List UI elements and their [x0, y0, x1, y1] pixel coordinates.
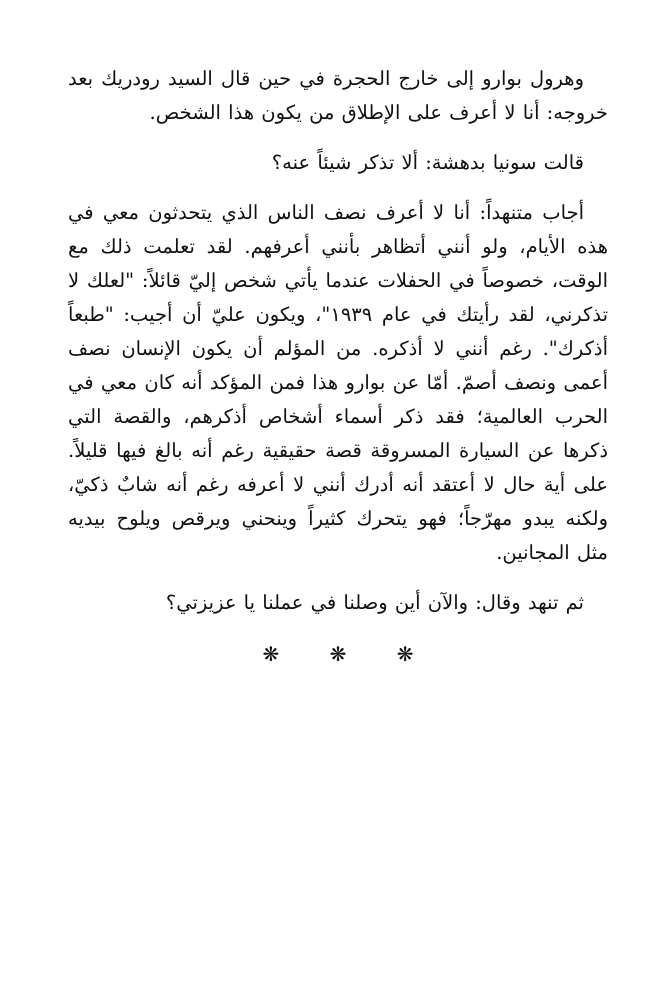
paragraph-roderick-answer: أجاب متنهداً: أنا لا أعرف نصف الناس الذي يتحدثون معي في هذه الأيام، ولو أنني أتظاهر بأنني أعرفهم. لقد تعلمت ذلك مع الوقت، خصوصاً في الحفلات عندما يأتي شخص إليّ قائلاً: "لعلك لا تذكرني، لقد رأيتك في عام ١٩٣٩"، ويكون عليّ أن أجيب: "طبعاً أذكرك". رغم أنني لا أذكره. من المؤلم أن يكون الإنسان نصف أعمى ونصف أصمّ. أمّا عن بوارو هذا فمن المؤكد أنه كان معي في الحرب العالمية؛ فقد ذكر أسماء أشخاص أذكرهم، والقصة التي ذكرها عن السيارة المسروقة قصة حقيقية رغم أنه بالغ فيها قليلاً. على أية حال لا أعتقد أنه أدرك أنني لا أعرفه رغم أنه شابٌ ذكيّ، ولكنه يبدو مهرّجاً؛ فهو يتحرك كثيراً وينحني ويرقص ويلوح بيديه مثل المجانين.: [68, 201, 608, 564]
paragraph-poirot-leaves: وهرول بوارو إلى خارج الحجرة في حين قال السيد رودريك بعد خروجه: أنا لا أعرف على الإطلاق من يكون هذا الشخص.: [68, 67, 608, 124]
paragraph-sonia-question: قالت سونيا بدهشة: ألا تذكر شيئاً عنه؟: [271, 151, 584, 174]
paragraph-gap: [68, 180, 608, 196]
section-separator: ❋ ❋ ❋: [262, 642, 436, 666]
book-page: [68, 62, 608, 666]
paragraph-gap: [68, 130, 608, 146]
paragraph-gap: [68, 570, 608, 586]
paragraph-roderick-sighs: ثم تنهد وقال: والآن أين وصلنا في عملنا يا عزيزتي؟: [165, 591, 584, 614]
